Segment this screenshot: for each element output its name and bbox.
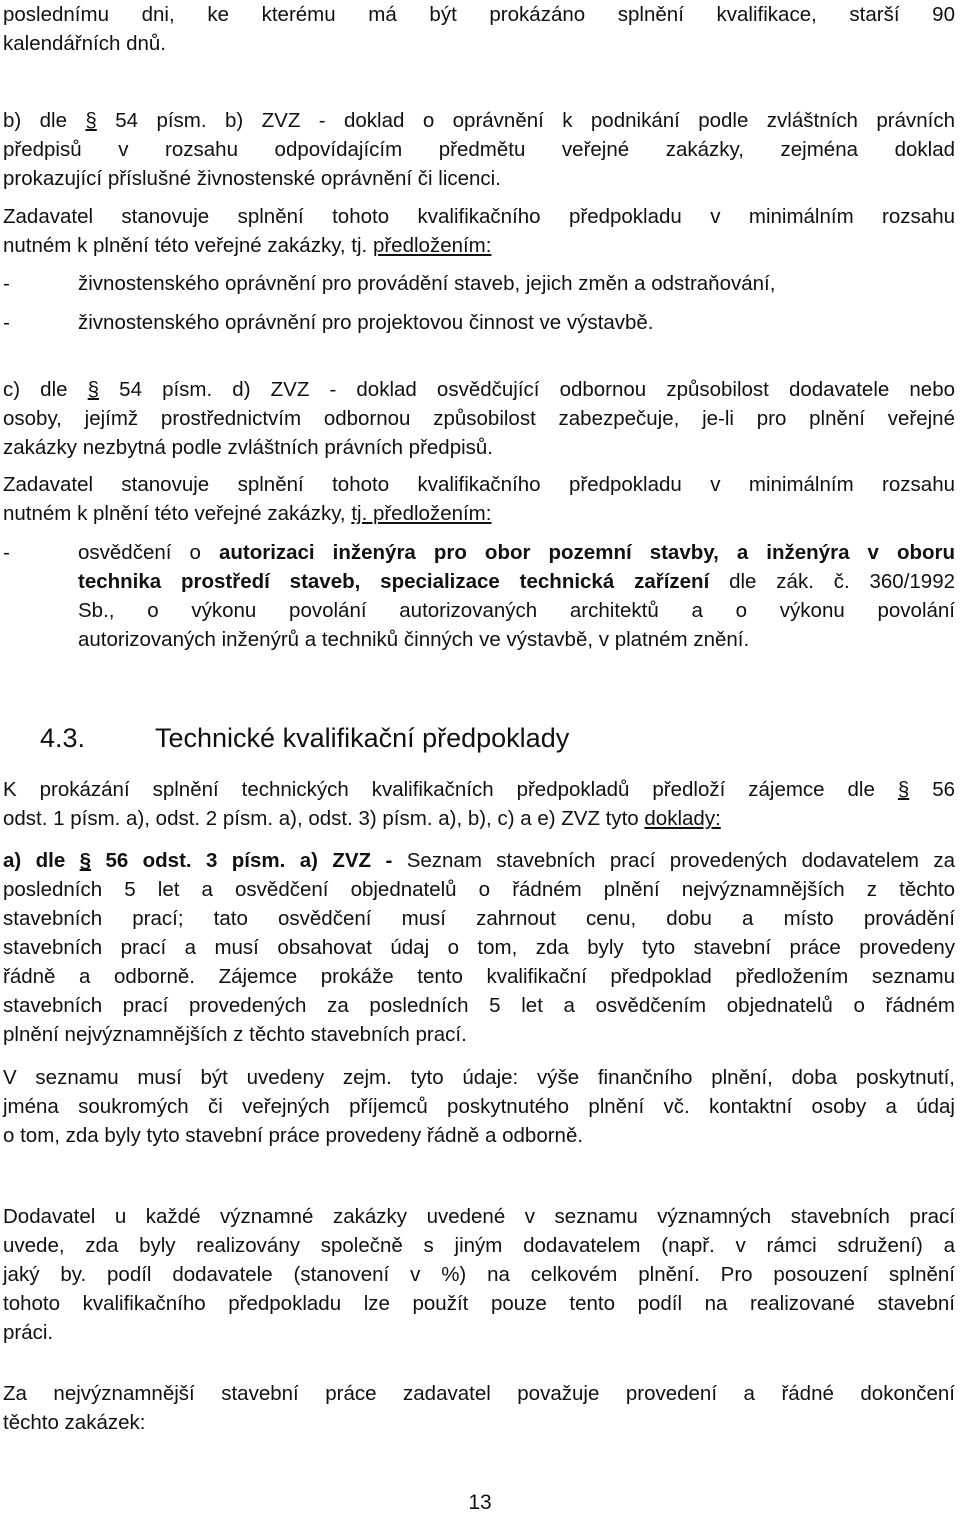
- text-span: odst. 1 písm. a), odst. 2 písm. a), odst. 3) písm. a), b), c) a e) ZVZ tyto: [3, 807, 645, 830]
- underlined-text: doklady:: [644, 807, 721, 830]
- section-c-line: [3, 375, 955, 404]
- text-line: poslednímu dni, ke kterému má být prokázáno splnění kvalifikace, starší 90: [3, 3, 955, 26]
- list-label: a) dle: [3, 849, 80, 872]
- text-span: K prokázání splnění technických kvalifikačních předpokladů předloží zájemce dle: [3, 778, 898, 801]
- text-span: d) ZVZ - doklad osvědčující odbornou způsobilost dodavatele nebo: [212, 378, 956, 401]
- page-number: 13: [468, 1491, 492, 1514]
- text-line: těchto zakázek:: [3, 1411, 146, 1434]
- list-label: b) dle: [3, 109, 86, 132]
- text-span: nutném k plnění této veřejné zakázky,: [3, 502, 352, 525]
- bold-text: technika prostředí staveb, specializace technická zařízení: [78, 570, 710, 593]
- text-span: Seznam stavebních prací provedených dodavatelem za: [406, 849, 955, 872]
- text-line: jména soukromých či veřejných příjemců poskytnutého plnění vč. kontaktní osoby a údaj: [3, 1095, 955, 1118]
- text-line: jaký by. podíl dodavatele (stanovení v %) na celkovém plnění. Pro posouzení splnění: [3, 1263, 955, 1286]
- text-line: uvede, zda byly realizovány společně s jiným dodavatelem (např. v rámci sdružení) a: [3, 1234, 955, 1257]
- text-line: [78, 538, 955, 567]
- text-span: nutném k plnění této veřejné zakázky, tj.: [3, 234, 373, 257]
- list-item-text: živnostenského oprávnění pro projektovou činnost ve výstavbě.: [78, 311, 654, 334]
- text-line: práci.: [3, 1321, 54, 1344]
- text-span: 56: [909, 778, 956, 801]
- heading-title: Technické kvalifikační předpoklady: [155, 723, 570, 753]
- reference: 56 odst. 3 písm.: [91, 849, 286, 872]
- section-sign: §: [85, 109, 97, 132]
- dash-bullet: -: [3, 541, 10, 564]
- text-line: autorizovaných inženýrů a techniků činných ve výstavbě, v platném znění.: [78, 628, 750, 651]
- text-line: stavebních prací provedených za posledních 5 let a osvědčením objednatelů o řádném: [3, 994, 955, 1017]
- list-label: c) dle: [3, 378, 88, 401]
- text-line: plnění nejvýznamnějších z těchto stavebních prací.: [3, 1023, 467, 1046]
- text-line: [3, 499, 955, 528]
- text-span: b) ZVZ - doklad o oprávnění k podnikání podle zvláštních právních: [206, 109, 955, 132]
- text-line: řádně a odborně. Zájemce prokáže tento kvalifikační předpoklad předložením seznamu: [3, 965, 955, 988]
- list-item-text: živnostenského oprávnění pro provádění staveb, jejich změn a odstraňování,: [78, 272, 776, 295]
- text-line: V seznamu musí být uvedeny zejm. tyto údaje: výše finančního plnění, doba poskytnutí,: [3, 1066, 955, 1089]
- text-line: stavebních prací a musí obsahovat údaj o tom, zda byly tyto stavební práce provedeny: [3, 936, 955, 959]
- reference: 54 písm.: [96, 109, 207, 132]
- text-line: Za nejvýznamnější stavební práce zadavatel považuje provedení a řádné dokončení: [3, 1382, 955, 1405]
- text-line: osoby, jejímž prostřednictvím odbornou způsobilost zabezpečuje, je-li pro plnění veřejné: [3, 407, 955, 430]
- text-line: zakázky nezbytná podle zvláštních právních předpisů.: [3, 436, 493, 459]
- dash-bullet: -: [3, 311, 10, 334]
- underlined-text: předložením:: [372, 234, 492, 257]
- section-sign: §: [79, 849, 92, 872]
- text-line: [3, 775, 955, 804]
- text-span: dle zák. č. 360/1992: [709, 570, 955, 593]
- text-line: Zadavatel stanovuje splnění tohoto kvalifikačního předpokladu v minimálním rozsahu: [3, 473, 955, 496]
- section-sign: §: [897, 778, 910, 801]
- text-line: posledních 5 let a osvědčení objednatelů o řádném plnění nejvýznamnějších z těchto: [3, 878, 955, 901]
- heading-number: 4.3.: [40, 723, 86, 753]
- text-span: osvědčení o: [78, 541, 219, 564]
- dash-bullet: -: [3, 272, 10, 295]
- text-line: prokazující příslušné živnostenské oprávnění či licenci.: [3, 167, 501, 190]
- text-line: [3, 231, 955, 260]
- text-line: [3, 804, 955, 833]
- text-line: Zadavatel stanovuje splnění tohoto kvalifikačního předpokladu v minimálním rozsahu: [3, 205, 955, 228]
- text-line: předpisů v rozsahu odpovídajícím předmětu veřejné zakázky, zejména doklad: [3, 138, 955, 161]
- text-line: stavebních prací; tato osvědčení musí zahrnout cenu, dobu a místo provádění: [3, 907, 955, 930]
- text-line: o tom, zda byly tyto stavební práce provedeny řádně a odborně.: [3, 1124, 584, 1147]
- list-item-text: [78, 538, 955, 654]
- section-sign: §: [87, 378, 100, 401]
- text-line: Dodavatel u každé významné zakázky uvedené v seznamu významných stavebních prací: [3, 1205, 955, 1228]
- underlined-text: tj. předložením:: [351, 502, 492, 525]
- bold-text: a) ZVZ -: [285, 849, 407, 872]
- section-b-line: [3, 106, 955, 135]
- text-line: kalendářních dnů.: [3, 32, 166, 55]
- text-line: [78, 567, 955, 596]
- text-line: tohoto kvalifikačního předpokladu lze použít pouze tento podíl na realizované stavební: [3, 1292, 955, 1315]
- section-a-line: [3, 846, 955, 875]
- bold-text: autorizaci inženýra pro obor pozemní stavby, a inženýra v oboru: [218, 541, 956, 564]
- text-line: Sb., o výkonu povolání autorizovaných architektů a o výkonu povolání: [78, 599, 955, 622]
- reference: 54 písm.: [99, 378, 213, 401]
